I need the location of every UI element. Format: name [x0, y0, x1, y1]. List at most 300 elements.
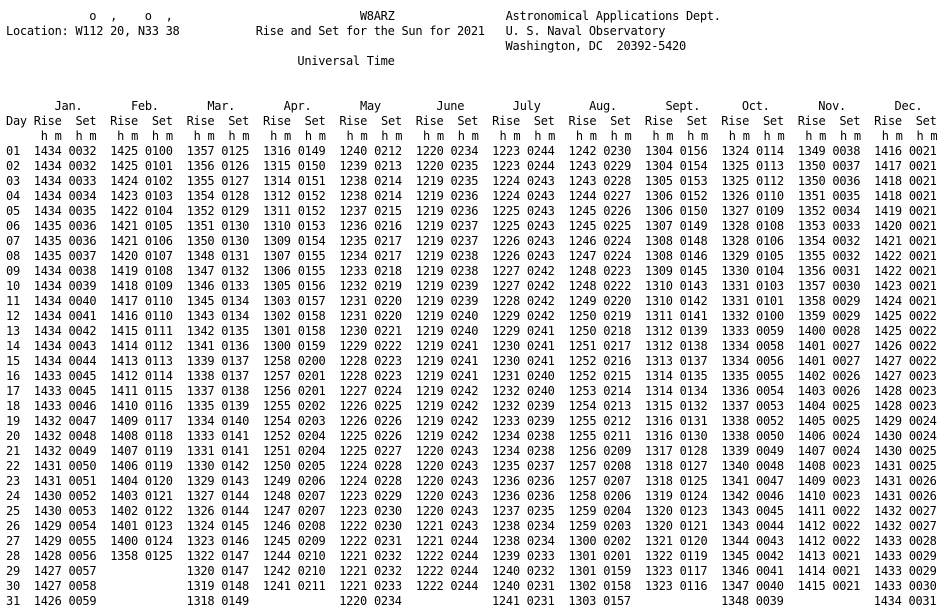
- location-label: Location: W112 20, N33 38: [6, 24, 180, 38]
- rise-time: 1226: [339, 414, 368, 428]
- spacer: [180, 549, 187, 563]
- spacer: [749, 534, 756, 548]
- set-time: 0158: [297, 324, 326, 338]
- set-time: 0143: [679, 279, 708, 293]
- rise-time: 1319: [186, 579, 215, 593]
- rise-heading: Rise: [874, 114, 902, 128]
- spacer: [791, 204, 798, 218]
- spacer: [138, 354, 145, 368]
- rise-heading: Rise: [33, 114, 62, 128]
- spacer: [638, 534, 645, 548]
- spacer: [173, 519, 180, 533]
- rise-time: 1234: [339, 249, 368, 263]
- hour-unit: h: [805, 129, 813, 143]
- spacer: [27, 204, 34, 218]
- spacer: [326, 129, 333, 143]
- spacer: [555, 309, 562, 323]
- set-time: 0217: [374, 249, 402, 263]
- set-time: 0144: [221, 504, 250, 518]
- set-time: 0238: [526, 429, 555, 443]
- set-time: 0131: [679, 414, 708, 428]
- set-time: 0209: [603, 444, 632, 458]
- spacer: [784, 204, 791, 218]
- spacer: [180, 459, 187, 473]
- day-number: 09: [6, 264, 20, 278]
- rise-time: 1300: [262, 339, 291, 353]
- spacer: [62, 474, 69, 488]
- spacer: [249, 519, 256, 533]
- set-time: 0241: [450, 354, 479, 368]
- rise-time: 1333: [721, 324, 750, 338]
- rise-time: 1332: [721, 309, 750, 323]
- rise-time: 1219: [415, 429, 444, 443]
- rise-time: 1331: [721, 294, 750, 308]
- rise-time: 1401: [797, 354, 826, 368]
- spacer: [249, 294, 256, 308]
- spacer: [173, 354, 180, 368]
- table-row: [6, 534, 944, 549]
- table-row: [6, 384, 944, 399]
- spacer: [562, 234, 569, 248]
- day-number: 16: [6, 369, 20, 383]
- set-time: 0114: [144, 369, 173, 383]
- set-time: 0114: [756, 144, 784, 158]
- minute-unit: m: [819, 129, 827, 143]
- set-time: 0156: [679, 144, 708, 158]
- rise-time: 1351: [797, 189, 826, 203]
- table-row: [6, 519, 944, 534]
- spacer: [749, 159, 756, 173]
- day-number: 04: [6, 189, 20, 203]
- set-time: 0035: [832, 189, 861, 203]
- rise-time: 1221: [339, 564, 368, 578]
- spacer: [173, 339, 180, 353]
- rise-time: 1248: [568, 279, 597, 293]
- spacer: [749, 339, 756, 353]
- rise-time: 1225: [339, 444, 368, 458]
- set-time: 0157: [297, 294, 326, 308]
- set-time: 0022: [908, 339, 937, 353]
- spacer: [631, 204, 638, 218]
- rise-time: 1312: [644, 324, 673, 338]
- set-time: 0118: [144, 429, 173, 443]
- spacer: [180, 204, 187, 218]
- rise-time: 1220: [415, 504, 444, 518]
- minute-unit: m: [242, 129, 250, 143]
- spacer: [937, 324, 944, 338]
- rise-time: 1235: [492, 459, 520, 473]
- rise-time: 1335: [186, 399, 215, 413]
- rise-time: 1330: [721, 264, 750, 278]
- spacer: [249, 489, 256, 503]
- spacer: [409, 579, 416, 593]
- spacer: [27, 144, 34, 158]
- spacer: [173, 129, 180, 143]
- spacer: [673, 579, 680, 593]
- set-time: 0043: [68, 339, 97, 353]
- rise-time: 1434: [33, 294, 62, 308]
- spacer: [555, 534, 562, 548]
- rise-time: 1350: [797, 174, 826, 188]
- spacer: [673, 429, 680, 443]
- spacer: [20, 249, 27, 263]
- spacer: [867, 579, 874, 593]
- set-time: 0047: [756, 474, 784, 488]
- spacer: [555, 444, 562, 458]
- rise-time: 1408: [110, 429, 138, 443]
- rise-time: 1338: [721, 429, 750, 443]
- rise-time: 1354: [797, 234, 826, 248]
- spacer: [27, 579, 34, 593]
- spacer: [27, 594, 34, 608]
- rise-time: 1403: [797, 384, 826, 398]
- hour-unit: h: [457, 129, 465, 143]
- spacer: [62, 234, 69, 248]
- set-time: 0102: [144, 174, 173, 188]
- time-basis-line: [6, 54, 395, 69]
- set-time: 0235: [526, 504, 555, 518]
- rise-time: 1434: [33, 204, 62, 218]
- set-time: 0238: [450, 264, 479, 278]
- set-time: 0037: [68, 249, 97, 263]
- set-time: 0127: [679, 459, 708, 473]
- spacer: [173, 219, 180, 233]
- rise-time: 1434: [33, 324, 62, 338]
- spacer: [402, 174, 409, 188]
- set-time: 0049: [68, 444, 97, 458]
- spacer: [249, 354, 256, 368]
- day-number: 18: [6, 399, 20, 413]
- set-time: 0044: [756, 519, 784, 533]
- set-time: 0104: [756, 264, 784, 278]
- rise-time: 1220: [415, 489, 444, 503]
- rise-time: 1339: [186, 354, 215, 368]
- spacer: [631, 264, 638, 278]
- set-time: 0113: [756, 159, 784, 173]
- set-time: 0222: [374, 339, 402, 353]
- spacer: [402, 309, 409, 323]
- spacer: [555, 354, 562, 368]
- rise-time: 1346: [721, 564, 750, 578]
- spacer: [138, 159, 145, 173]
- spacer: [27, 264, 34, 278]
- rise-time: 1219: [415, 354, 444, 368]
- rise-time: 1224: [339, 459, 368, 473]
- rise-time: 1310: [644, 279, 673, 293]
- spacer: [138, 129, 152, 143]
- spacer: [249, 579, 256, 593]
- spacer: [444, 114, 458, 128]
- spacer: [486, 129, 500, 143]
- spacer: [784, 579, 791, 593]
- rise-time: 1345: [721, 549, 750, 563]
- spacer: [825, 114, 839, 128]
- rise-time: 1257: [568, 459, 597, 473]
- rise-time: 1252: [568, 354, 597, 368]
- spacer: [409, 159, 416, 173]
- rise-time: 1434: [873, 594, 902, 608]
- spacer: [256, 309, 263, 323]
- spacer: [562, 204, 569, 218]
- spacer: [520, 189, 527, 203]
- spacer: [749, 414, 756, 428]
- spacer: [638, 399, 645, 413]
- spacer: [791, 189, 798, 203]
- spacer: [562, 324, 569, 338]
- rise-time: 1431: [33, 459, 62, 473]
- spacer: [402, 414, 409, 428]
- set-time: 0021: [908, 264, 937, 278]
- rise-time: 1241: [262, 579, 291, 593]
- time-basis-label: Universal Time: [297, 54, 395, 68]
- spacer: [673, 219, 680, 233]
- spacer: [562, 369, 569, 383]
- rise-time: 1242: [262, 564, 291, 578]
- set-time: 0021: [908, 204, 937, 218]
- spacer: [673, 279, 680, 293]
- set-time: 0135: [221, 324, 250, 338]
- spacer: [937, 354, 944, 368]
- spacer: [749, 399, 756, 413]
- spacer: [784, 309, 791, 323]
- spacer: [409, 279, 416, 293]
- spacer: [27, 414, 34, 428]
- spacer: [791, 474, 798, 488]
- rise-time: 1222: [415, 579, 444, 593]
- spacer: [402, 294, 409, 308]
- day-number: 14: [6, 339, 20, 353]
- set-time: 0101: [144, 159, 173, 173]
- spacer: [902, 339, 909, 353]
- spacer: [166, 99, 187, 113]
- rise-time: 1229: [492, 324, 520, 338]
- set-heading: Set: [457, 114, 479, 128]
- set-time: 0202: [603, 534, 632, 548]
- set-time: 0039: [68, 279, 97, 293]
- table-row: [6, 429, 944, 444]
- spacer: [27, 549, 34, 563]
- rise-time: 1333: [186, 429, 215, 443]
- rise-time: 1405: [797, 414, 826, 428]
- spacer: [902, 114, 916, 128]
- spacer: [291, 414, 298, 428]
- spacer: [749, 459, 756, 473]
- hour-unit: h: [422, 129, 430, 143]
- spacer: [138, 369, 145, 383]
- spacer: [791, 459, 798, 473]
- rise-time: 1304: [644, 144, 673, 158]
- day-number: 20: [6, 429, 20, 443]
- day-number: 06: [6, 219, 20, 233]
- spacer: [631, 534, 638, 548]
- set-heading: Set: [915, 114, 937, 128]
- spacer: [784, 534, 791, 548]
- set-time: 0022: [908, 309, 937, 323]
- set-time: 0213: [603, 399, 632, 413]
- spacer: [180, 309, 187, 323]
- set-time: 0216: [374, 219, 402, 233]
- spacer: [937, 504, 944, 518]
- spacer: [874, 99, 895, 113]
- rise-time: 1243: [568, 174, 597, 188]
- spacer: [638, 429, 645, 443]
- table-row: [6, 354, 944, 369]
- set-time: 0108: [144, 264, 173, 278]
- rise-time: 1434: [33, 189, 62, 203]
- rise-time: 1318: [644, 474, 673, 488]
- set-time: 0042: [68, 324, 97, 338]
- set-time: 0239: [450, 279, 479, 293]
- table-row: [6, 324, 944, 339]
- sun-table-document: [6, 0, 950, 613]
- rise-time: 1328: [721, 219, 750, 233]
- spacer: [568, 99, 589, 113]
- set-time: 0025: [908, 459, 937, 473]
- hour-unit: h: [728, 129, 736, 143]
- spacer: [62, 549, 69, 563]
- set-time: 0203: [603, 519, 632, 533]
- spacer: [339, 99, 360, 113]
- spacer: [62, 504, 69, 518]
- rise-time: 1314: [644, 384, 673, 398]
- set-time: 0243: [526, 234, 555, 248]
- spacer: [520, 309, 527, 323]
- spacer: [256, 159, 263, 173]
- spacer: [6, 39, 506, 53]
- spacer: [402, 519, 409, 533]
- set-time: 0224: [603, 249, 632, 263]
- hour-unit: h: [840, 129, 847, 143]
- spacer: [562, 519, 569, 533]
- spacer: [784, 519, 791, 533]
- rise-time: 1427: [33, 579, 62, 593]
- rise-time: 1409: [797, 474, 826, 488]
- rise-time: 1425: [874, 324, 902, 338]
- rise-time: 1313: [644, 354, 673, 368]
- set-time: 0115: [144, 384, 173, 398]
- spacer: [291, 189, 298, 203]
- spacer: [902, 489, 909, 503]
- spacer: [555, 189, 562, 203]
- rise-time: 1433: [874, 579, 902, 593]
- set-time: 0234: [526, 534, 555, 548]
- spacer: [784, 489, 791, 503]
- set-time: 0038: [68, 264, 97, 278]
- table-row: [6, 309, 944, 324]
- rise-time: 1244: [262, 549, 291, 563]
- set-time: 0209: [297, 534, 326, 548]
- spacer: [409, 534, 416, 548]
- spacer: [555, 219, 562, 233]
- spacer: [631, 564, 638, 578]
- set-time: 0158: [603, 579, 631, 593]
- spacer: [562, 354, 569, 368]
- spacer: [173, 144, 180, 158]
- rise-time: 1308: [644, 249, 673, 263]
- rise-time: 1434: [33, 264, 62, 278]
- rise-time: 1246: [262, 519, 291, 533]
- spacer: [173, 504, 180, 518]
- set-time: 0021: [908, 294, 937, 308]
- rise-time: 1324: [186, 519, 215, 533]
- spacer: [902, 594, 909, 608]
- set-time: 0036: [68, 234, 97, 248]
- spacer: [784, 294, 791, 308]
- spacer: [180, 129, 194, 143]
- set-time: 0229: [374, 489, 402, 503]
- set-time: 0117: [679, 564, 708, 578]
- spacer: [173, 204, 180, 218]
- rise-time: 1243: [568, 159, 597, 173]
- spacer: [631, 174, 638, 188]
- rise-time: 1304: [644, 159, 673, 173]
- spacer: [27, 504, 34, 518]
- rise-time: 1428: [874, 384, 902, 398]
- rise-heading: Rise: [492, 114, 520, 128]
- spacer: [847, 129, 854, 143]
- spacer: [555, 459, 562, 473]
- set-time: 0227: [603, 189, 632, 203]
- minute-unit: m: [853, 129, 861, 143]
- set-time: 0154: [679, 159, 708, 173]
- spacer: [20, 354, 27, 368]
- spacer: [20, 189, 27, 203]
- spacer: [929, 99, 950, 113]
- spacer: [562, 159, 569, 173]
- rise-time: 1220: [339, 594, 367, 608]
- set-time: 0152: [679, 189, 708, 203]
- spacer: [749, 519, 756, 533]
- spacer: [138, 459, 145, 473]
- spacer: [62, 579, 69, 593]
- day-number: 22: [6, 459, 20, 473]
- spacer: [173, 114, 180, 128]
- rise-time: 1219: [415, 234, 444, 248]
- spacer: [937, 249, 944, 263]
- set-time: 0032: [68, 159, 97, 173]
- hm-header-line: [6, 129, 944, 144]
- set-time: 0119: [144, 459, 173, 473]
- spacer: [180, 144, 187, 158]
- spacer: [784, 459, 791, 473]
- spacer: [749, 324, 756, 338]
- rise-time: 1238: [339, 174, 368, 188]
- spacer: [902, 549, 909, 563]
- agency-name: Astronomical Applications Dept.: [505, 9, 721, 23]
- rise-time: 1221: [415, 519, 444, 533]
- spacer: [312, 129, 319, 143]
- spacer: [520, 294, 527, 308]
- spacer: [20, 474, 27, 488]
- spacer: [937, 339, 944, 353]
- spacer: [62, 414, 69, 428]
- spacer: [138, 549, 145, 563]
- rise-time: 1225: [339, 429, 368, 443]
- rise-time: 1300: [568, 534, 597, 548]
- spacer: [409, 399, 416, 413]
- spacer: [638, 174, 645, 188]
- set-time: 0211: [603, 429, 632, 443]
- spacer: [562, 414, 569, 428]
- day-number: 05: [6, 204, 20, 218]
- spacer: [902, 159, 909, 173]
- header-line-3: [6, 39, 686, 54]
- table-row: [6, 189, 944, 204]
- spacer: [291, 354, 298, 368]
- rise-time: 1249: [262, 474, 291, 488]
- spacer: [749, 429, 756, 443]
- set-time: 0120: [144, 474, 173, 488]
